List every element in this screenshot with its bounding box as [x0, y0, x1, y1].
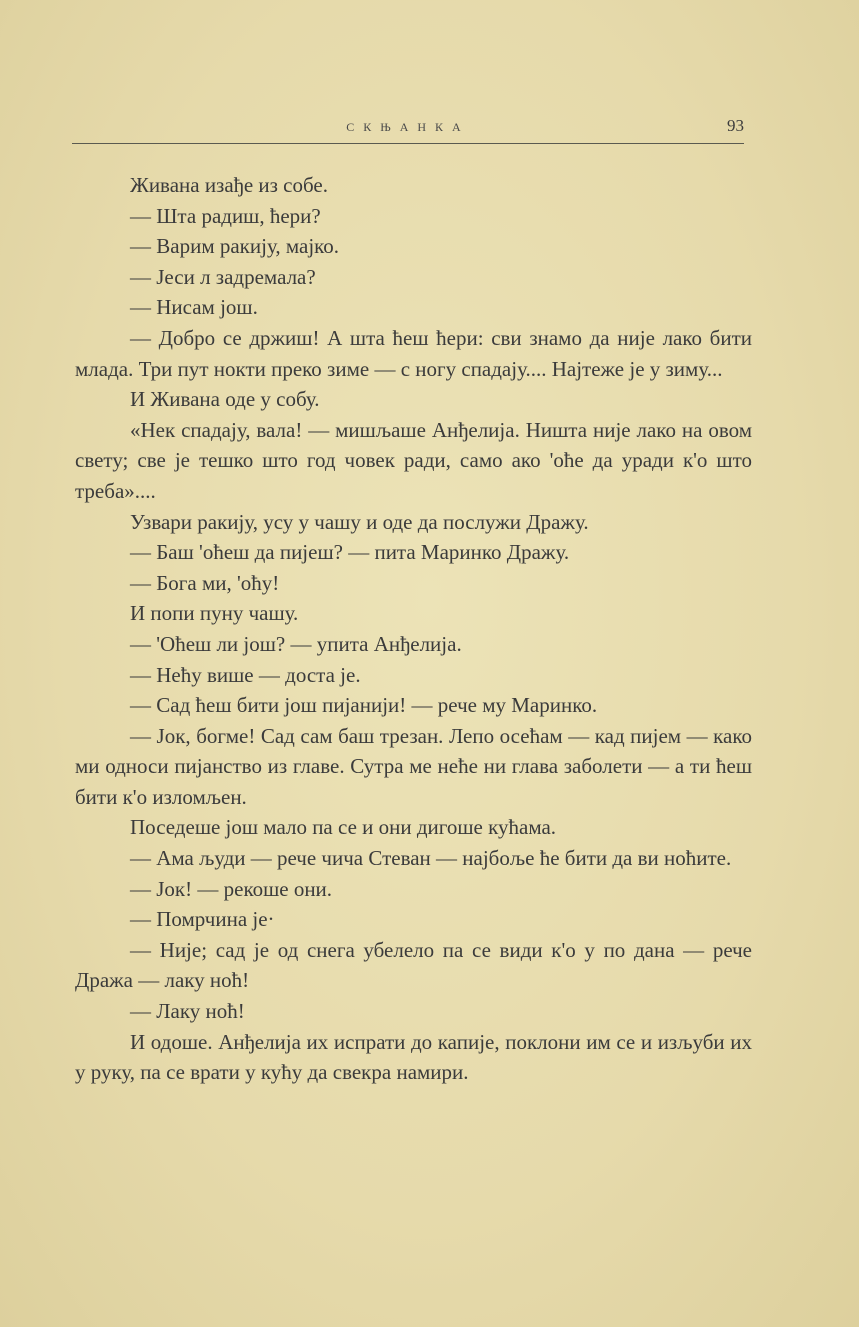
- header-rule: [72, 143, 744, 144]
- paragraph: И попи пуну чашу.: [130, 601, 299, 626]
- paragraph: — Јок! — рекоше они.: [130, 876, 333, 901]
- paragraph: И Живана оде у собу.: [130, 387, 320, 412]
- paragraph: — Сад ћеш бити још пијанији! — рече му Маринко.: [130, 693, 598, 718]
- paragraph: — Шта радиш, ћери?: [130, 203, 321, 228]
- paragraph: — Варим ракију, мајко.: [130, 234, 340, 259]
- paragraph: — Није; сад је од снега убелело па се види к'о у по дана — рече Дража — лаку ноћ!: [75, 937, 752, 993]
- paragraph: — Јеси л задремала?: [130, 264, 316, 289]
- paragraph: — Лаку ноћ!: [130, 999, 245, 1024]
- paragraph: — Добро се држиш! А шта ћеш ћери: сви знамо да није лако бити млада. Три пут нокти преко зиме — с ногу спадају.... Најтеже је у зиму...: [75, 325, 752, 381]
- paragraph: — Помрчина је·: [130, 907, 275, 932]
- paragraph: — Нисам још.: [130, 295, 258, 320]
- paragraph: — Бога ми, 'оћу!: [130, 570, 280, 595]
- paragraph: — Нећу више — доста је.: [130, 662, 361, 687]
- paragraph: Узвари ракију, усу у чашу и оде да послужи Дражу.: [130, 509, 589, 534]
- paragraph: Поседеше још мало па се и они дигоше кућама.: [130, 815, 557, 840]
- paragraph: — Баш 'оћеш да пијеш? — пита Маринко Дражу.: [130, 540, 570, 565]
- body-text: [75, 170, 752, 1088]
- page-number: 93: [727, 116, 744, 135]
- running-title: СКЊАНКА: [346, 120, 470, 134]
- paragraph: — Ама људи — рече чича Стеван — најбоље ће бити да ви ноћите.: [130, 846, 732, 871]
- paragraph: «Нек спадају, вала! — мишљаше Анђелија. Ништа није лако на овом свету; све је тешко што год човек ради, само ако 'оће да уради к'о што треба»....: [75, 417, 752, 503]
- paragraph: И одоше. Анђелија их испрати до капије, поклони им се и изљуби их у руку, па се врати у кућу да свекра намири.: [75, 1029, 752, 1085]
- paragraph: Живана изађе из собе.: [130, 173, 328, 197]
- paragraph: — Јок, богме! Сад сам баш трезан. Лепо осећам — кад пијем — како ми односи пијанство из главе. Сутра ме неће ни глава заболети — а ти ћеш бити к'о изломљен.: [75, 723, 752, 809]
- running-head: [72, 116, 744, 144]
- paragraph: — 'Оћеш ли још? — упита Анђелија.: [130, 631, 462, 656]
